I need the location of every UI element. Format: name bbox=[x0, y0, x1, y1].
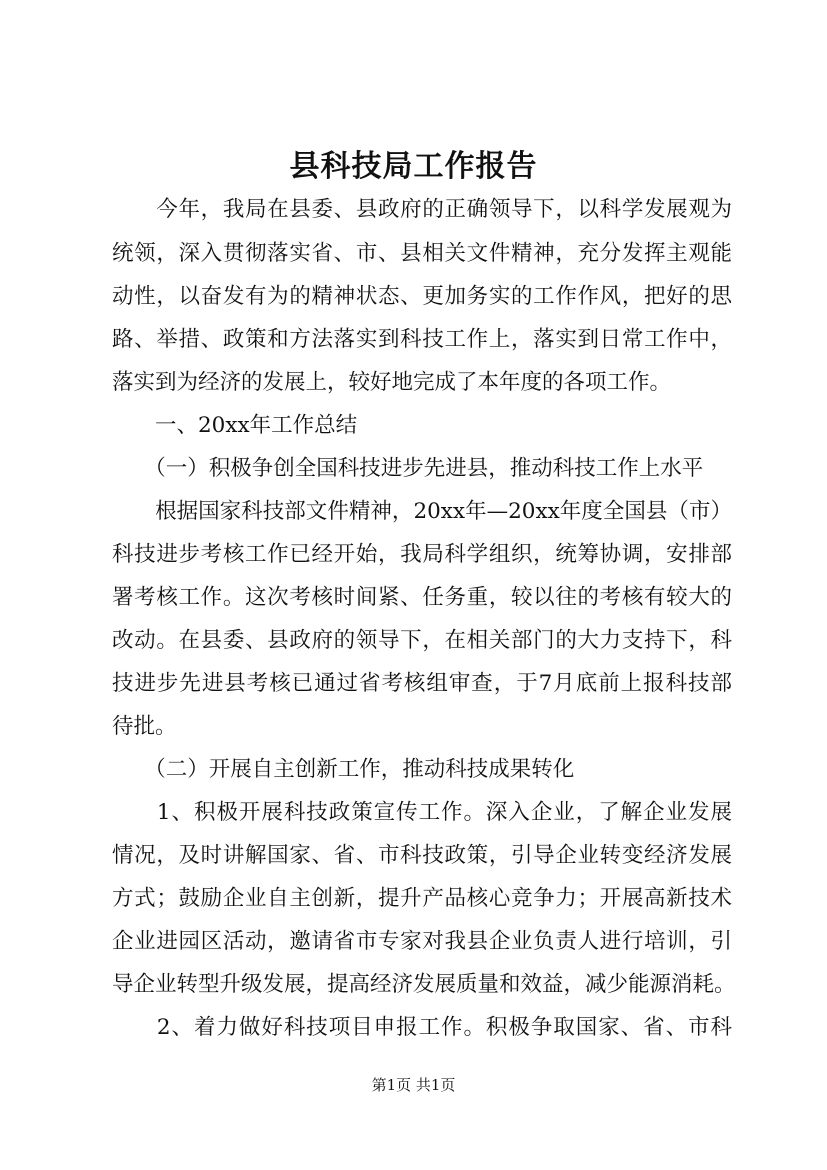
paragraph-line: 署考核工作。这次考核时间紧、任务重，较以往的考核有较大的 bbox=[112, 585, 732, 610]
section-heading: 一、20xx年工作总结 bbox=[112, 413, 358, 438]
paragraph-line: 2、着力做好科技项目申报工作。积极争取国家、省、市科 bbox=[112, 1015, 732, 1040]
paragraph-line: 科技进步考核工作已经开始，我局科学组织，统筹协调，安排部 bbox=[112, 542, 732, 567]
paragraph-line: 导企业转型升级发展，提高经济发展质量和效益，减少能源消耗。 bbox=[112, 972, 736, 997]
paragraph-line: 今年，我局在县委、县政府的正确领导下，以科学发展观为 bbox=[112, 197, 732, 222]
paragraph-line: 统领，深入贯彻落实省、市、县相关文件精神，充分发挥主观能 bbox=[112, 241, 732, 266]
paragraph-line: 1、积极开展科技政策宣传工作。深入企业，了解企业发展 bbox=[112, 800, 732, 825]
paragraph-line: 情况，及时讲解国家、省、市科技政策，引导企业转变经济发展 bbox=[112, 843, 732, 868]
page-title: 县科技局工作报告 bbox=[289, 149, 538, 184]
paragraph-line: 路、举措、政策和方法落实到科技工作上，落实到日常工作中， bbox=[112, 327, 732, 352]
paragraph-line: 根据国家科技部文件精神，20xx年—20xx年度全国县（市） bbox=[112, 499, 732, 524]
paragraph-line: 企业进园区活动，邀请省市专家对我县企业负责人进行培训，引 bbox=[112, 929, 732, 954]
subsection-heading: （一）积极争创全国科技进步先进县，推动科技工作上水平 bbox=[112, 456, 704, 481]
subsection-heading: （二）开展自主创新工作，推动科技成果转化 bbox=[112, 757, 575, 782]
paragraph-line: 落实到为经济的发展上，较好地完成了本年度的各项工作。 bbox=[112, 370, 672, 395]
paragraph-line: 待批。 bbox=[112, 714, 177, 739]
paragraph-line: 动性，以奋发有为的精神状态、更加务实的工作作风，把好的思 bbox=[112, 284, 732, 309]
paragraph-line: 方式；鼓励企业自主创新，提升产品核心竞争力；开展高新技术 bbox=[112, 886, 732, 911]
page-footer: 第1页 共1页 bbox=[371, 1076, 456, 1094]
paragraph-line: 技进步先进县考核已通过省考核组审查，于7月底前上报科技部 bbox=[112, 671, 732, 696]
paragraph-line: 改动。在县委、县政府的领导下，在相关部门的大力支持下，科 bbox=[112, 628, 732, 653]
